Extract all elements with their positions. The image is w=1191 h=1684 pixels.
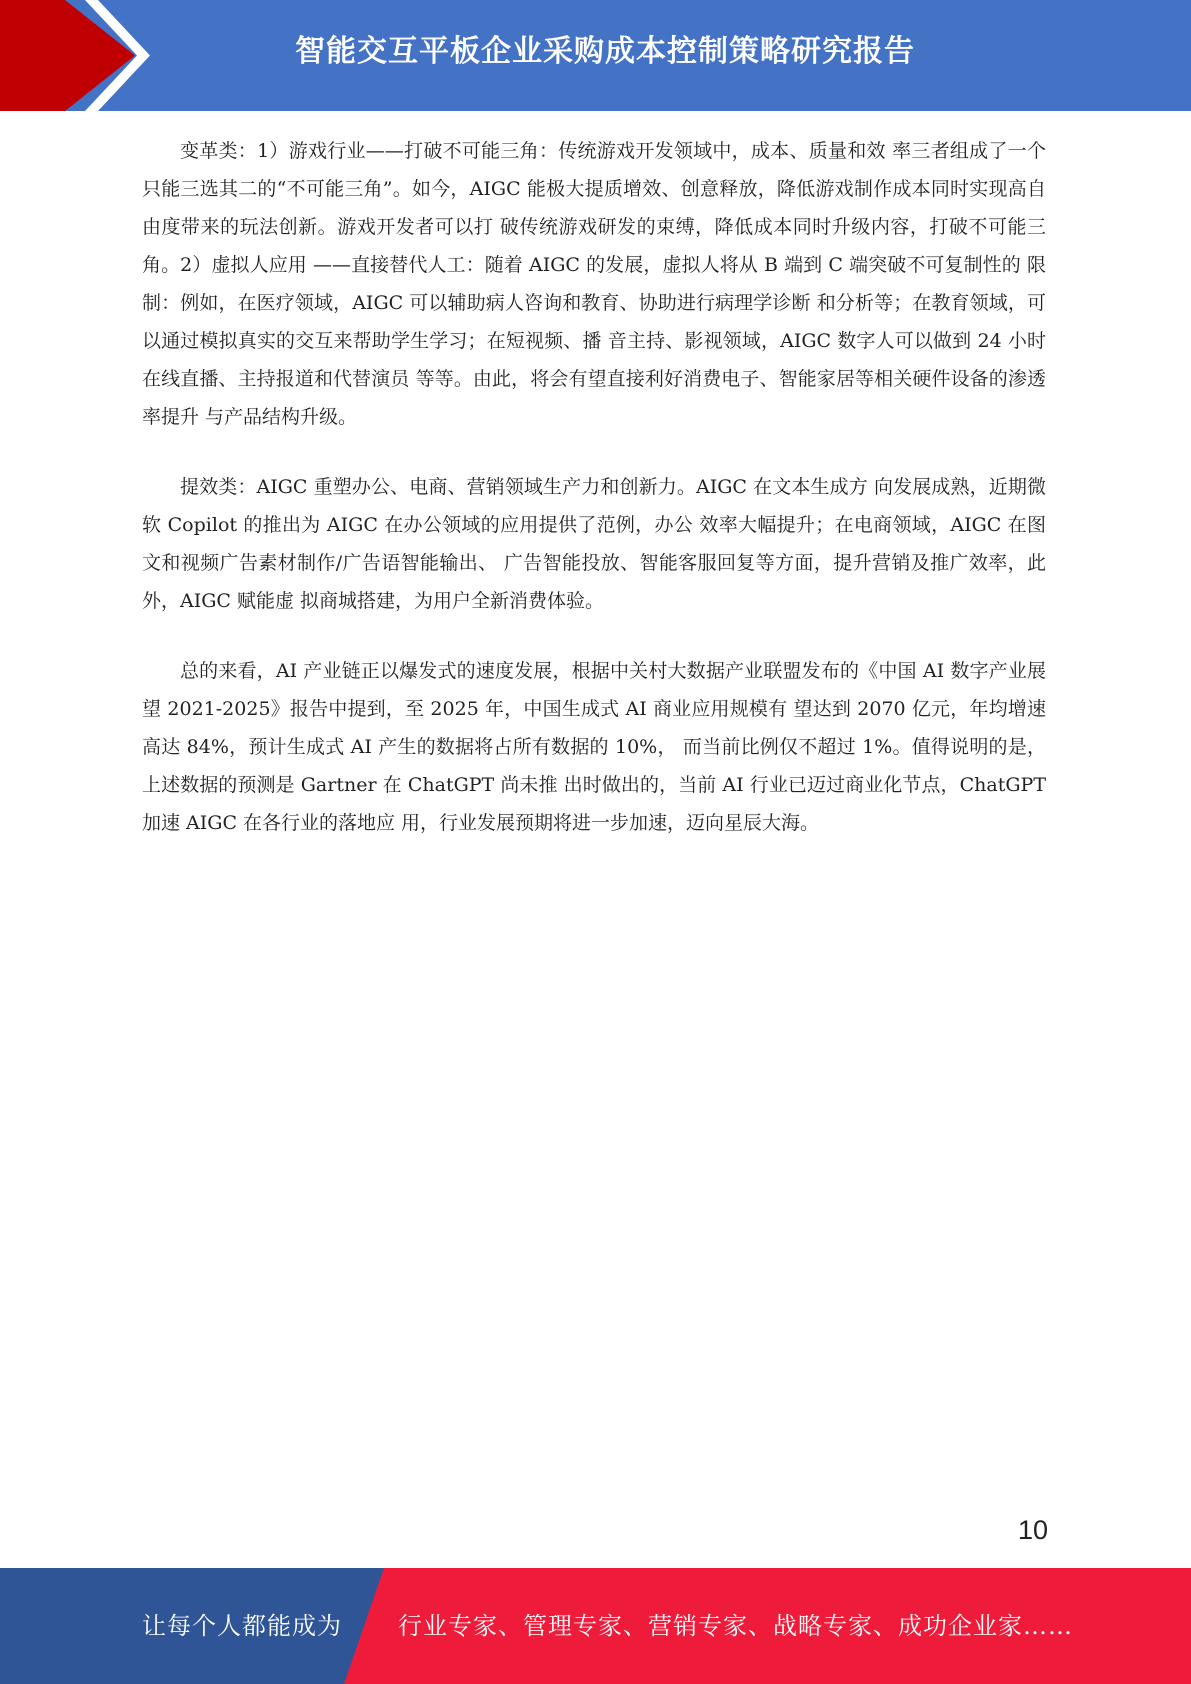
page-title: 智能交互平板企业采购成本控制策略研究报告 — [295, 34, 915, 69]
footer-slogan-right: 行业专家、管理专家、营销专家、战略专家、成功企业家…… — [398, 1612, 1073, 1640]
paragraph-summary: 总的来看，AI 产业链正以爆发式的速度发展，根据中关村大数据产业联盟发布的《中国 AI 数字产业展望 2021-2025》报告中提到，至 2025 年，中国生成式 AI 商业应用规模有 望达到 2070 亿元，年均增速高达 84%，预计生成式 AI 产生的数据将占所有数据的 10%， 而当前比例仅不超过 1%。值得说明的是，上述数据的预测是 Gartner 在 ChatGPT 尚未推 出时做出的，当前 AI 行业已迈过商业化节点，ChatGPT 加速 AIGC 在各行业的落地应 用，行业发展预期将进一步加速，迈向星辰大海。 — [142, 660, 1046, 834]
paragraph-transformation: 变革类：1）游戏行业——打破不可能三角：传统游戏开发领域中，成本、质量和效 率三者组成了一个只能三选其二的“不可能三角”。如今，AIGC 能极大提质增效、创意释放，降低游戏制作成本同时实现高自由度带来的玩法创新。游戏开发者可以打 破传统游戏研发的束缚，降低成本同时升级内容，打破不可能三角。2）虚拟人应用 ——直接替代人工：随着 AIGC 的发展，虚拟人将从 B 端到 C 端突破不可复制性的 限制：例如，在医疗领域，AIGC 可以辅助病人咨询和教育、协助进行病理学诊断 和分析等；在教育领域，可以通过模拟真实的交互来帮助学生学习；在短视频、播 音主持、影视领域，AIGC 数字人可以做到 24 小时在线直播、主持报道和代替演员 等等。由此，将会有望直接利好消费电子、智能家居等相关硬件设备的渗透率提升 与产品结构升级。 — [142, 140, 1046, 428]
header-banner — [0, 0, 1191, 111]
footer-banner — [0, 1568, 1191, 1684]
footer-slogan-left: 让每个人都能成为 — [142, 1612, 342, 1640]
page-number: 10 — [1017, 1515, 1048, 1545]
report-body — [142, 132, 1046, 874]
paragraph-efficiency: 提效类：AIGC 重塑办公、电商、营销领域生产力和创新力。AIGC 在文本生成方 向发展成熟，近期微软 Copilot 的推出为 AIGC 在办公领域的应用提供了范例，办公 效率大幅提升；在电商领域，AIGC 在图文和视频广告素材制作/广告语智能输出、 广告智能投放、智能客服回复等方面，提升营销及推广效率，此外，AIGC 赋能虚 拟商城搭建，为用户全新消费体验。 — [142, 476, 1046, 612]
